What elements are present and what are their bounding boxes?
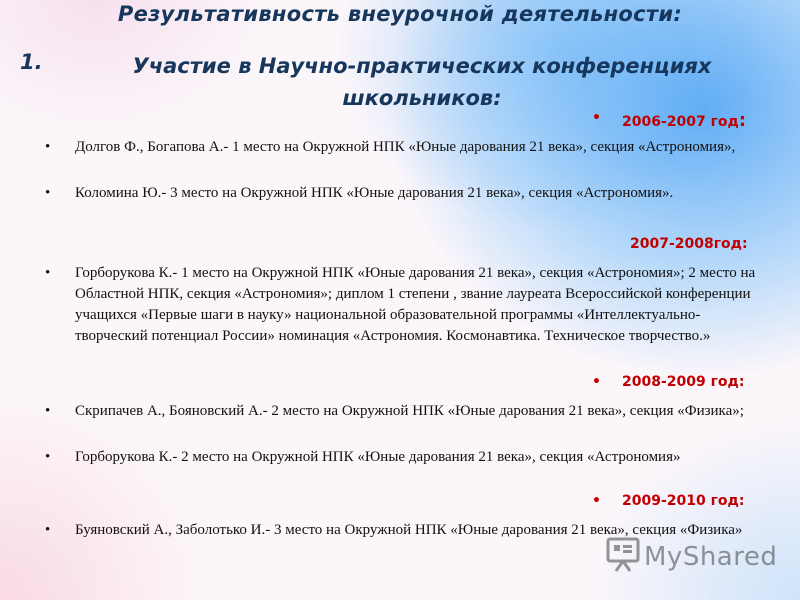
list-item-text: Горборукова К.- 1 место на Окружной НПК «Юные дарования 21 века», секция «Астрономия»; 2 место на Областной НПК, секция «Астрономия»; диплом 1 степени , звание лауреата Всероссийской конференции учащихся «Первые шаги в науку» национальной образовательной программы «Интеллектуально-творческий потенциал России» номинация «Астрономия. Космонавтика. Техническое творчество.»: [75, 265, 756, 344]
section-title: Участие в Научно-практических конференциях школьников:: [132, 54, 712, 110]
year-label: 2006-2007 год: [622, 114, 739, 130]
bullet: •: [592, 110, 601, 126]
bullet: •: [45, 522, 51, 538]
list-item-text: Скрипачев А., Бояновский А.- 2 место на Окружной НПК «Юные дарования 21 века», секция «Физика»;: [75, 403, 744, 419]
year-label: 2008-2009 год:: [622, 374, 745, 390]
list-item: [45, 447, 765, 468]
year-heading: [592, 374, 745, 390]
year-heading: [592, 110, 747, 131]
year-heading: [630, 236, 748, 252]
list-item: [45, 137, 765, 158]
year-label: 2007-2008год:: [630, 236, 748, 252]
watermark-text: MyShared: [644, 542, 778, 572]
list-item-text: Долгов Ф., Богапова А.- 1 место на Окружной НПК «Юные дарования 21 века», секция «Астрономия»,: [75, 139, 736, 155]
year-label: 2009-2010 год:: [622, 493, 745, 509]
list-item-text: Коломина Ю.- 3 место на Окружной НПК «Юные дарования 21 века», секция «Астрономия».: [75, 185, 674, 201]
section-number: 1.: [20, 50, 43, 74]
bullet: •: [45, 403, 51, 419]
year-colon: :: [738, 110, 747, 131]
list-item: [45, 401, 765, 422]
year-heading: [592, 493, 745, 509]
bullet: •: [45, 265, 51, 281]
page-title: Результативность внеурочной деятельности:: [117, 2, 683, 26]
bullet: •: [45, 139, 51, 155]
bullet: •: [592, 374, 601, 390]
list-item: [45, 263, 765, 347]
list-item-text: Буяновский А., Заболотько И.- 3 место на Окружной НПК «Юные дарования 21 века», секция «Физика»: [75, 522, 743, 538]
bullet: •: [45, 185, 51, 201]
watermark-logo: [606, 537, 777, 577]
list-item-text: Горборукова К.- 2 место на Окружной НПК «Юные дарования 21 века», секция «Астрономия»: [75, 449, 681, 465]
presentation-board-icon: [606, 537, 640, 578]
bullet: •: [45, 449, 51, 465]
bullet: •: [592, 493, 601, 509]
list-item: [45, 183, 765, 204]
